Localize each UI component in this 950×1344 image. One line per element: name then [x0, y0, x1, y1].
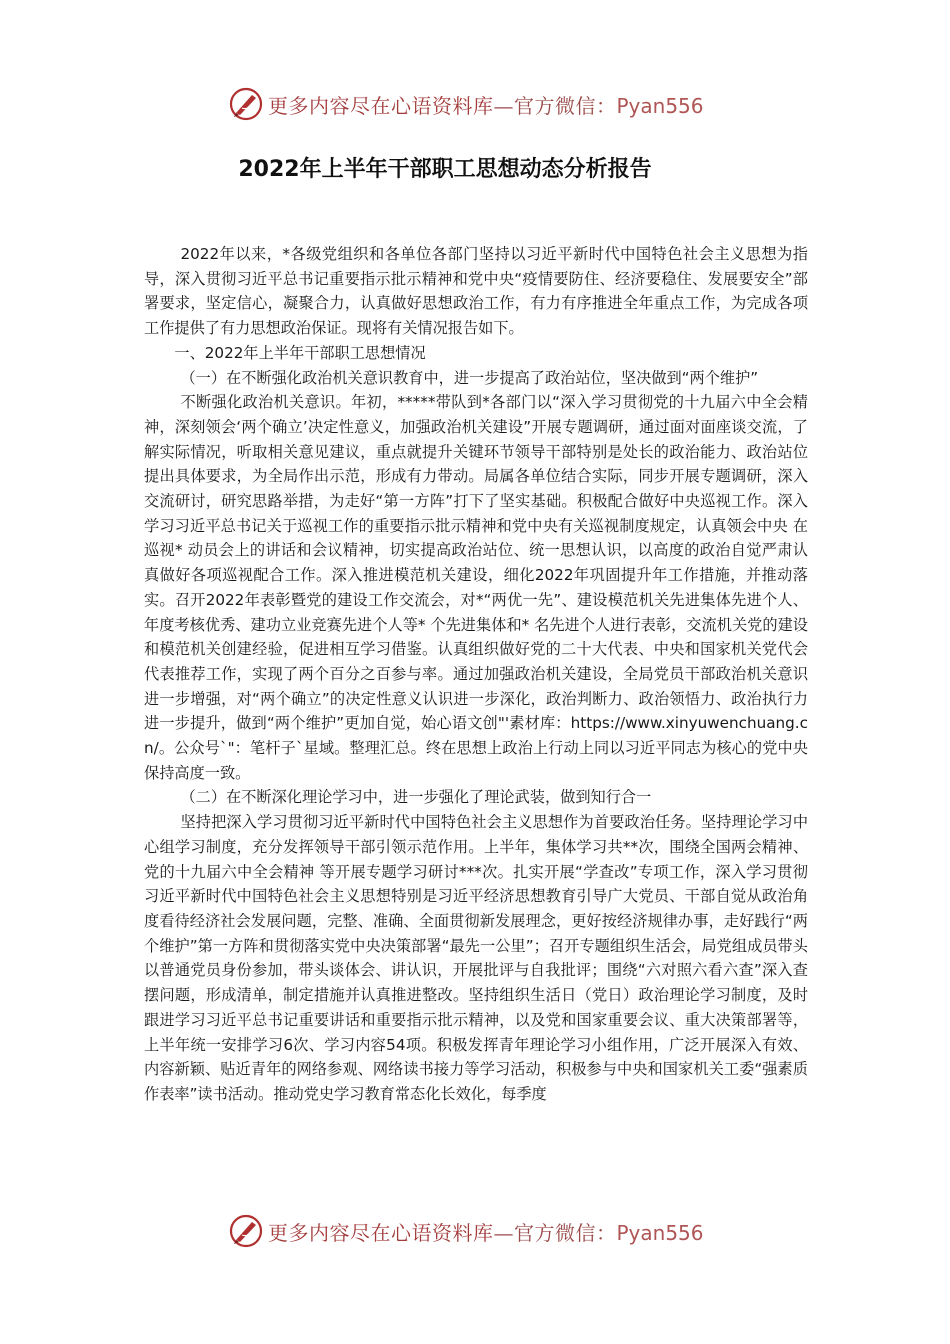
section-heading-1: 一、2022年上半年干部职工思想情况 [174, 343, 426, 362]
body-paragraph-2: 坚持把深入学习贯彻习近平新时代中国特色社会主义思想作为首要政治任务。坚持理论学习中心组学习制度，充分发挥领导干部引领示范作用。上半年，集体学习共**次，围绕全国两会精神、党的十九届六中全会精神 等开展专题学习研讨***次。扎实开展“学查改”专项工作，深入学习贯彻习近平新时代中国特色社会主义思想特别是习近平经济思想教育引导广大党员、干部自觉从政治角度看待经济社会发展问题，完整、准确、全面贯彻新发展理念，更好按经济规律办事，走好践行“两个维护”第一方阵和贯彻落实党中央决策部署“最先一公里”；召开专题组织生活会，局党组成员带头以普通党员身份参加，带头谈体会、讲认识，开展批评与自我批评；围绕“六对照六看六查”深入查摆问题，形成清单，制定措施并认真推进整改。坚持组织生活日（党日）政治理论学习制度，及时跟进学习习近平总书记重要讲话和重要指示批示精神，以及党和国家重要会议、重大决策部署等，上半年统一安排学习6次、学习内容54项。积极发挥青年理论学习小组作用，广泛开展深入有效、内容新颖、贴近青年的网络参观、网络读书接力等学习活动，积极参与中央和国家机关工委“强素质 作表率”读书活动。推动党史学习教育常态化长效化，每季度 [144, 813, 808, 1103]
footer-wechat-id: Pyan556 [616, 1220, 704, 1245]
header-banner-text [268, 90, 704, 119]
intro-paragraph: 2022年以来，*各级党组织和各单位各部门坚持以习近平新时代中国特色社会主义思想为指导，深入贯彻习近平总书记重要指示批示精神和党中央“疫情要防住、经济要稳住、发展要安全”部署要求，坚定信心，凝聚合力，认真做好思想政治工作，有力有序推进全年重点工作，为完成各项工作提供了有力思想政治保证。现将有关情况报告如下。 [144, 245, 808, 338]
pen-logo-icon [228, 86, 264, 122]
header-wechat-id: Pyan556 [616, 93, 704, 118]
body-paragraph-1: 不断强化政治机关意识。年初，*****带队到*各部门以“深入学习贯彻党的十九届六中全会精神，深刻领会‘两个确立’决定性意义，加强政治机关建设”开展专题调研，通过面对面座谈交流，了解实际情况，听取相关意见建议，重点就提升关键环节领导干部特别是处长的政治能力、政治站位提出具体要求，为全局作出示范，形成有力带动。局属各单位结合实际，同步开展专题调研，深入交流研讨，研究思路举措，为走好“第一方阵”打下了坚实基础。积极配合做好中央巡视工作。深入学习习近平总书记关于巡视工作的重要指示批示精神和党中央有关巡视制度规定，认真领会中央 在巡视* 动员会上的讲话和会议精神，切实提高政治站位、统一思想认识，以高度的政治自觉严肃认真做好各项巡视配合工作。深入推进模范机关建设，细化2022年巩固提升年工作措施，并推动落实。召开2022年表彰暨党的建设工作交流会，对*“两优一先”、建设模范机关先进集体先进个人、年度考核优秀、建功立业竞赛先进个人等* 个先进集体和* 名先进个人进行表彰，交流机关党的建设和模范机关创建经验，促进相互学习借鉴。认真组织做好党的二十大代表、中央和国家机关党代会代表推荐工作，实现了两个百分之百参与率。通过加强政治机关建设，全局党员干部政治机关意识进一步增强，对“两个确立”的决定性意义认识进一步深化，政治判断力、政治领悟力、政治执行力进一步提升，做到“两个维护”更加自觉，始心语文创"'素材库：https://www.xinyuwenchuang.cn/。公众号`"：笔杆子`星域。整理汇总。终在思想上政治上行动上同以习近平同志为核心的党中央保持高度一致。 [144, 393, 808, 782]
footer-banner-text [268, 1217, 704, 1246]
header-separator: — [493, 93, 514, 118]
document-body [144, 242, 808, 1107]
footer-official-label: 官方微信： [514, 1220, 617, 1245]
subsection-heading-2: （二）在不断深化理论学习中，进一步强化了理论武装，做到知行合一 [180, 788, 652, 807]
header-official-label: 官方微信： [514, 93, 617, 118]
footer-separator: — [493, 1220, 514, 1245]
subsection-heading-1: （一）在不断强化政治机关意识教育中，进一步提高了政治站位，坚决做到“两个维护” [180, 368, 759, 387]
document-title: 2022年上半年干部职工思想动态分析报告 [238, 157, 652, 182]
footer-brand-text: 更多内容尽在心语资料库 [268, 1220, 494, 1245]
header-brand-text: 更多内容尽在心语资料库 [268, 93, 494, 118]
pen-logo-icon [228, 1213, 264, 1249]
footer-watermark-banner [228, 1211, 748, 1251]
header-watermark-banner [228, 84, 748, 124]
